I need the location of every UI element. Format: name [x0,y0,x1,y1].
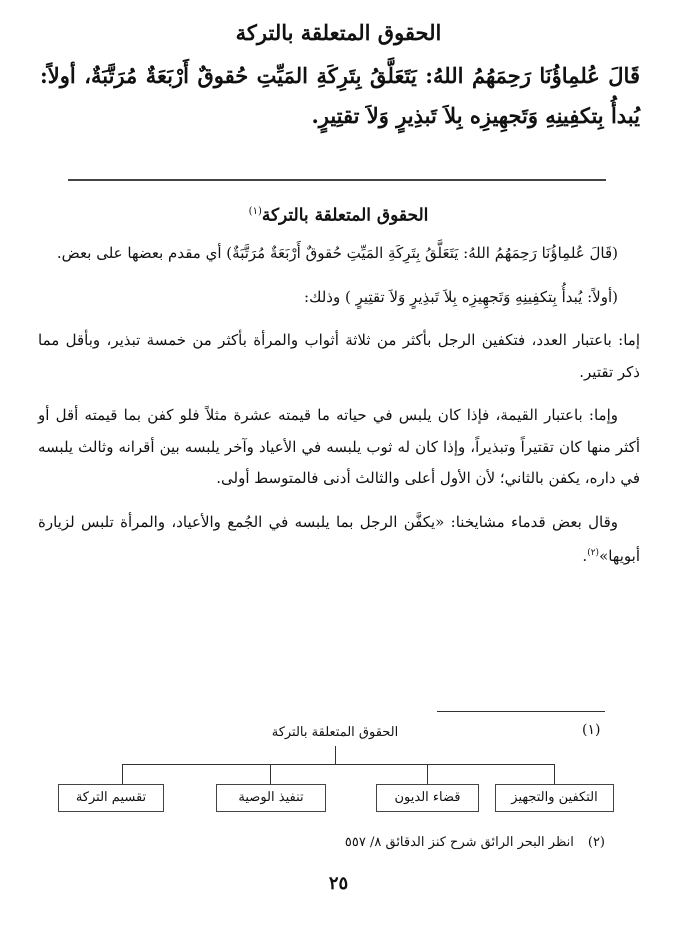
footnote-2-text: انظر البحر الرائق شرح كنز الدقائق ٨/ ٥٥٧ [344,835,574,850]
paragraph-2 [38,282,640,314]
section-title [0,198,677,230]
separator-rule [68,179,606,181]
paragraph-5 [38,507,640,573]
commentary-body [38,238,640,585]
diagram-connector-root [335,746,336,764]
page-title: الحقوق المتعلقة بالتركة [235,20,442,45]
diagram-connector-bar [122,764,554,765]
diagram-connector-drop-2 [427,764,428,784]
page-number: ٢٥ [328,873,349,894]
footnote-2-number: (٢) [587,835,605,850]
footnote-2 [200,832,605,854]
paragraph-3: إما: باعتبار العدد، فتكفين الرجل بأكثر من ثلاثة أثواب والمرأة بأكثر من خمسة تبذير، وبأقل مما ذكر تقتير. [38,331,640,381]
diagram-connector-drop-3 [270,764,271,784]
paragraph-2-text: وذلك: [304,287,345,306]
diagram-root-label: الحقوق المتعلقة بالتركة [271,725,399,740]
matn-text: قَالَ عُلمِاؤُنَا رَحِمَهُمُ اللهُ: يَتَعَلَّقُ بِتَرِكَةِ المَيِّتِ حُقوقٌ أَرْبَعَةٌ مُرَتَّبَةٌ، أولاً: يُبدأُ بِتكفِينِهِ وَتَجهِيزِه بِلاَ تَبذِيرٍ وَلاَ تقتِيرٍ. [40,63,640,128]
diagram-connector-drop-4 [122,764,123,784]
diagram-connector-drop-1 [554,764,555,784]
quoted-matn-1: (قَالَ عُلمِاؤُنَا رَحِمَهُمُ اللهُ: يَتَعَلَّقُ بِتَرِكَةِ المَيِّتِ حُقوقٌ أَرْبَعَةٌ مُرَتَّبَةٌ) [226,244,618,262]
diagram-box-shrouding: التكفين والتجهيز [495,784,614,812]
paragraph-5-text: وقال بعض قدماء مشايخنا: «يكفَّن الرجل بما يلبسه في الجُمع والأعياد، والمرأة تلبس لزيارة أبويها» [38,512,640,565]
footnote-ref-1[interactable]: (١) [248,206,262,217]
diagram-box-will: تنفيذ الوصية [216,784,326,812]
diagram-box-debts: قضاء الديون [376,784,479,812]
quoted-matn-2: (أولاً: يُبدأُ بِتكفِينِهِ وَتَجهِيزِه بِلاَ تَبذِيرٍ وَلاَ تقتِيرٍ ) [345,287,618,306]
footnote-ref-2[interactable]: (٢) [587,548,600,558]
paragraph-1 [38,238,640,270]
rights-diagram [50,712,620,832]
paragraph-1-text: أي مقدم بعضها على بعض. [56,244,227,262]
paragraph-5-end: . [582,547,588,565]
footnote-1-number: (١) [582,722,601,738]
paragraph-4: وإما: باعتبار القيمة، فإذا كان يلبس في حياته ما قيمته عشرة مثلاً فلو كفن بما قيمته أقل أو أكثر منها كان تقتيراً وتبذيراً، وإذا كان له ثوب يلبسه في الأعياد وآخر يلبسه بين أقرانه وثالث يلبسه في داره، يكفن بالثاني؛ لأن الأول أعلى والثالث أدنى فالمتوسط أولى. [38,406,640,487]
section-title-text: الحقوق المتعلقة بالتركة [261,205,429,226]
diagram-box-division: تقسيم التركة [58,784,164,812]
